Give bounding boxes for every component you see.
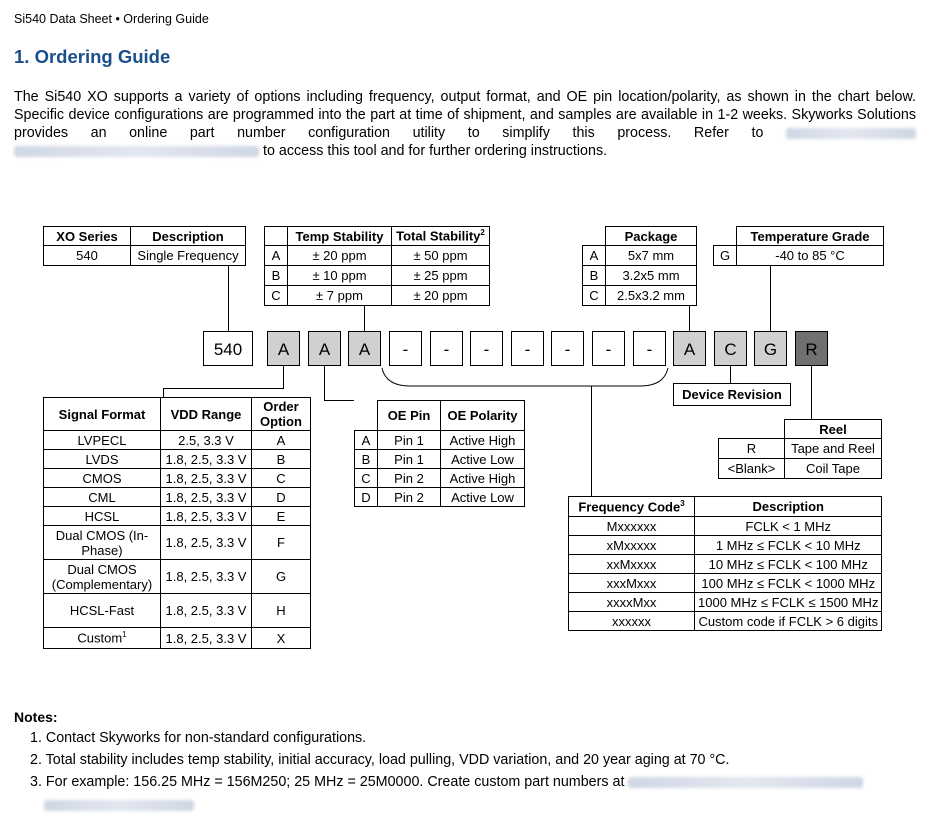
table-cell: B <box>583 266 606 286</box>
table-cell: Pin 1 <box>378 431 441 450</box>
table-cell: 1000 MHz ≤ FCLK ≤ 1500 MHz <box>695 593 882 612</box>
connector-line <box>364 306 365 331</box>
stability-table <box>264 226 490 306</box>
table-header: Temp Stability <box>288 227 392 246</box>
part-box-freq: - <box>470 331 503 366</box>
table-header: Reel <box>785 420 882 439</box>
connector-line <box>689 306 690 331</box>
frequency-code-table <box>568 496 882 631</box>
device-revision-label: Device Revision <box>673 383 791 406</box>
table-cell: G <box>714 246 737 266</box>
part-box-stability: A <box>348 331 381 366</box>
table-header: Order Option <box>252 398 311 431</box>
temperature-grade-table <box>713 226 884 266</box>
table-cell: 1.8, 2.5, 3.3 V <box>161 488 252 507</box>
table-cell: 1.8, 2.5, 3.3 V <box>161 560 252 594</box>
table-header: XO Series <box>44 227 131 246</box>
table-cell: 3.2x5 mm <box>606 266 697 286</box>
table-cell: 100 MHz ≤ FCLK < 1000 MHz <box>695 574 882 593</box>
table-cell: ± 50 ppm <box>392 246 490 266</box>
connector-line <box>730 366 731 383</box>
oe-table <box>354 400 525 507</box>
table-cell: D <box>355 488 378 507</box>
table-cell: R <box>719 439 785 459</box>
redacted-link <box>628 777 863 788</box>
table-cell: E <box>252 507 311 526</box>
table-header: Package <box>606 227 697 246</box>
connector-line <box>591 386 592 496</box>
table-cell: 2.5x3.2 mm <box>606 286 697 306</box>
table-cell: Active High <box>441 431 525 450</box>
table-header: VDD Range <box>161 398 252 431</box>
table-cell: 1.8, 2.5, 3.3 V <box>161 450 252 469</box>
table-cell: Active Low <box>441 450 525 469</box>
table-cell: A <box>252 431 311 450</box>
part-box-oe: A <box>308 331 341 366</box>
table-cell: ± 20 ppm <box>392 286 490 306</box>
table-cell: C <box>265 286 288 306</box>
table-header: OE Pin <box>378 401 441 431</box>
table-cell: LVPECL <box>44 431 161 450</box>
table-cell: xxxxMxx <box>569 593 695 612</box>
part-box-reel: R <box>795 331 828 366</box>
table-header: Temperature Grade <box>737 227 884 246</box>
table-cell: 1 MHz ≤ FCLK < 10 MHz <box>695 536 882 555</box>
table-cell: xxxMxxx <box>569 574 695 593</box>
table-cell: CML <box>44 488 161 507</box>
table-cell: C <box>252 469 311 488</box>
connector-line <box>163 388 284 389</box>
table-cell: xxMxxxx <box>569 555 695 574</box>
connector-line <box>324 400 354 401</box>
table-cell: 2.5, 3.3 V <box>161 431 252 450</box>
table-cell: ± 25 ppm <box>392 266 490 286</box>
redacted-link <box>14 146 259 157</box>
part-box-freq: - <box>592 331 625 366</box>
table-cell: <Blank> <box>719 459 785 479</box>
part-box-freq: - <box>389 331 422 366</box>
part-box-temp: G <box>754 331 787 366</box>
table-header: Signal Format <box>44 398 161 431</box>
part-box-freq: - <box>511 331 544 366</box>
redacted-link-continued <box>44 797 194 815</box>
note-item: 1. Contact Skyworks for non-standard configurations. <box>30 730 367 746</box>
table-cell: CMOS <box>44 469 161 488</box>
connector-line <box>324 366 325 401</box>
table-cell: B <box>265 266 288 286</box>
connector-line <box>770 266 771 331</box>
package-table <box>582 226 697 306</box>
redacted-link <box>786 128 916 139</box>
part-box-freq: - <box>551 331 584 366</box>
reel-table <box>718 419 882 479</box>
part-box-signal: A <box>267 331 300 366</box>
table-cell: Pin 2 <box>378 488 441 507</box>
table-cell: ± 10 ppm <box>288 266 392 286</box>
page-header: Si540 Data Sheet • Ordering Guide <box>14 12 209 26</box>
connector-line <box>228 266 229 331</box>
table-cell: xxxxxx <box>569 612 695 631</box>
table-cell: HCSL <box>44 507 161 526</box>
table-cell: A <box>265 246 288 266</box>
table-header: OE Polarity <box>441 401 525 431</box>
table-cell: FCLK < 1 MHz <box>695 517 882 536</box>
table-cell: F <box>252 526 311 560</box>
connector-line <box>811 366 812 419</box>
table-cell: Single Frequency <box>131 246 246 266</box>
xo-series-table <box>43 226 246 266</box>
intro-tail: to access this tool and for further ordering instructions. <box>262 143 608 159</box>
table-cell: G <box>252 560 311 594</box>
table-cell: Tape and Reel <box>785 439 882 459</box>
table-cell: 1.8, 2.5, 3.3 V <box>161 594 252 628</box>
note-item: 3. For example: 156.25 MHz = 156M250; 25 MHz = 25M0000. Create custom part numbers at <box>30 774 863 790</box>
table-cell: Dual CMOS (Complementary) <box>44 560 161 594</box>
part-box-series: 540 <box>203 331 253 366</box>
table-cell: Active Low <box>441 488 525 507</box>
table-cell: X <box>252 628 311 649</box>
table-header: Description <box>131 227 246 246</box>
table-cell: B <box>355 450 378 469</box>
table-cell: C <box>583 286 606 306</box>
table-cell: 1.8, 2.5, 3.3 V <box>161 507 252 526</box>
frequency-brace <box>380 366 670 388</box>
part-box-freq: - <box>633 331 666 366</box>
table-header: Description <box>695 497 882 517</box>
table-cell: 10 MHz ≤ FCLK < 100 MHz <box>695 555 882 574</box>
table-cell: Pin 2 <box>378 469 441 488</box>
table-cell: LVDS <box>44 450 161 469</box>
signal-format-table <box>43 397 311 649</box>
table-header: Frequency Code$^3$ <box>569 497 695 517</box>
table-cell: C <box>355 469 378 488</box>
intro-paragraph <box>14 88 916 160</box>
notes-title: Notes: <box>14 709 58 725</box>
table-cell: -40 to 85 °C <box>737 246 884 266</box>
table-cell: Mxxxxxx <box>569 517 695 536</box>
table-cell: 5x7 mm <box>606 246 697 266</box>
table-cell: Pin 1 <box>378 450 441 469</box>
table-cell: HCSL-Fast <box>44 594 161 628</box>
table-cell: Dual CMOS (In-Phase) <box>44 526 161 560</box>
table-cell: Custom code if FCLK > 6 digits <box>695 612 882 631</box>
table-cell: Custom$^1$ <box>44 628 161 649</box>
connector-line <box>163 388 164 397</box>
part-box-freq: - <box>430 331 463 366</box>
connector-line <box>283 366 284 388</box>
table-cell: 540 <box>44 246 131 266</box>
table-cell: 1.8, 2.5, 3.3 V <box>161 628 252 649</box>
table-cell: xMxxxxx <box>569 536 695 555</box>
page-title: 1. Ordering Guide <box>14 46 171 67</box>
table-cell: H <box>252 594 311 628</box>
table-cell: Active High <box>441 469 525 488</box>
table-cell: Coil Tape <box>785 459 882 479</box>
table-cell: 1.8, 2.5, 3.3 V <box>161 526 252 560</box>
note-item: 2. Total stability includes temp stability, initial accuracy, load pulling, VDD variation, and 20 year aging at 70 °C. <box>30 752 730 768</box>
table-cell: ± 20 ppm <box>288 246 392 266</box>
table-cell: A <box>583 246 606 266</box>
intro-text: The Si540 XO supports a variety of options including frequency, output format, and OE pin location/polarity, as shown in the chart below. Specific device configurations are programmed into the part at time of shipment, and samples are available in 1-2 weeks. Skyworks Solutions provides an online part number configuration utility to simplify this process. Refer to <box>14 89 916 141</box>
table-cell: D <box>252 488 311 507</box>
table-cell: ± 7 ppm <box>288 286 392 306</box>
table-header: Total Stability$^2$ <box>392 227 490 246</box>
part-box-package: A <box>673 331 706 366</box>
part-box-revision: C <box>714 331 747 366</box>
table-cell: A <box>355 431 378 450</box>
table-cell: 1.8, 2.5, 3.3 V <box>161 469 252 488</box>
table-cell: B <box>252 450 311 469</box>
